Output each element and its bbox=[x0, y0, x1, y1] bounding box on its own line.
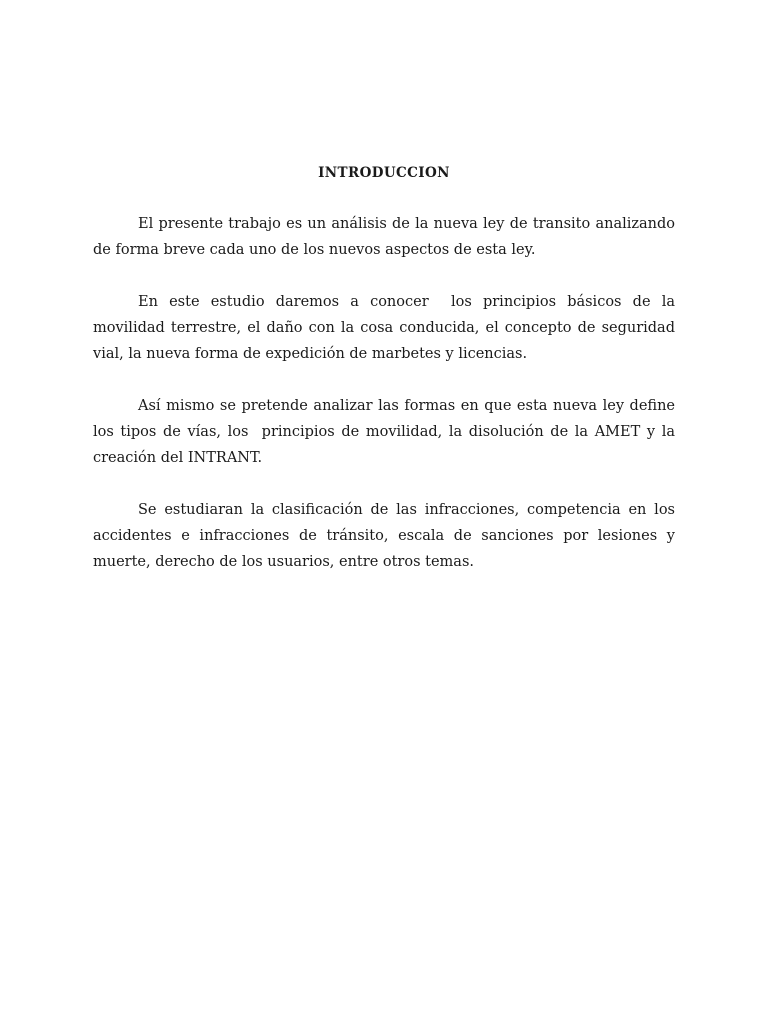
paragraph-2: En este estudio daremos a conocer los principios básicos de la movilidad terrestre, el daño con la cosa conducida, el concepto de seguridad vial, la nueva forma de expedición de marbetes y licencias. bbox=[93, 294, 680, 362]
section-heading: INTRODUCCION bbox=[318, 165, 450, 181]
paragraph-4: Se estudiaran la clasificación de las infracciones, competencia en los accidentes e infracciones de tránsito, escala de sanciones por lesiones y muerte, derecho de los usuarios, entre otros temas. bbox=[93, 502, 680, 570]
document-body bbox=[93, 160, 680, 601]
paragraph-3: Así mismo se pretende analizar las formas en que esta nueva ley define los tipos de vías, los principios de movilidad, la disolución de la AMET y la creación del INTRANT. bbox=[93, 398, 680, 466]
paragraph-1: El presente trabajo es un análisis de la nueva ley de transito analizando de forma breve cada uno de los nuevos aspectos de esta ley. bbox=[93, 216, 680, 258]
